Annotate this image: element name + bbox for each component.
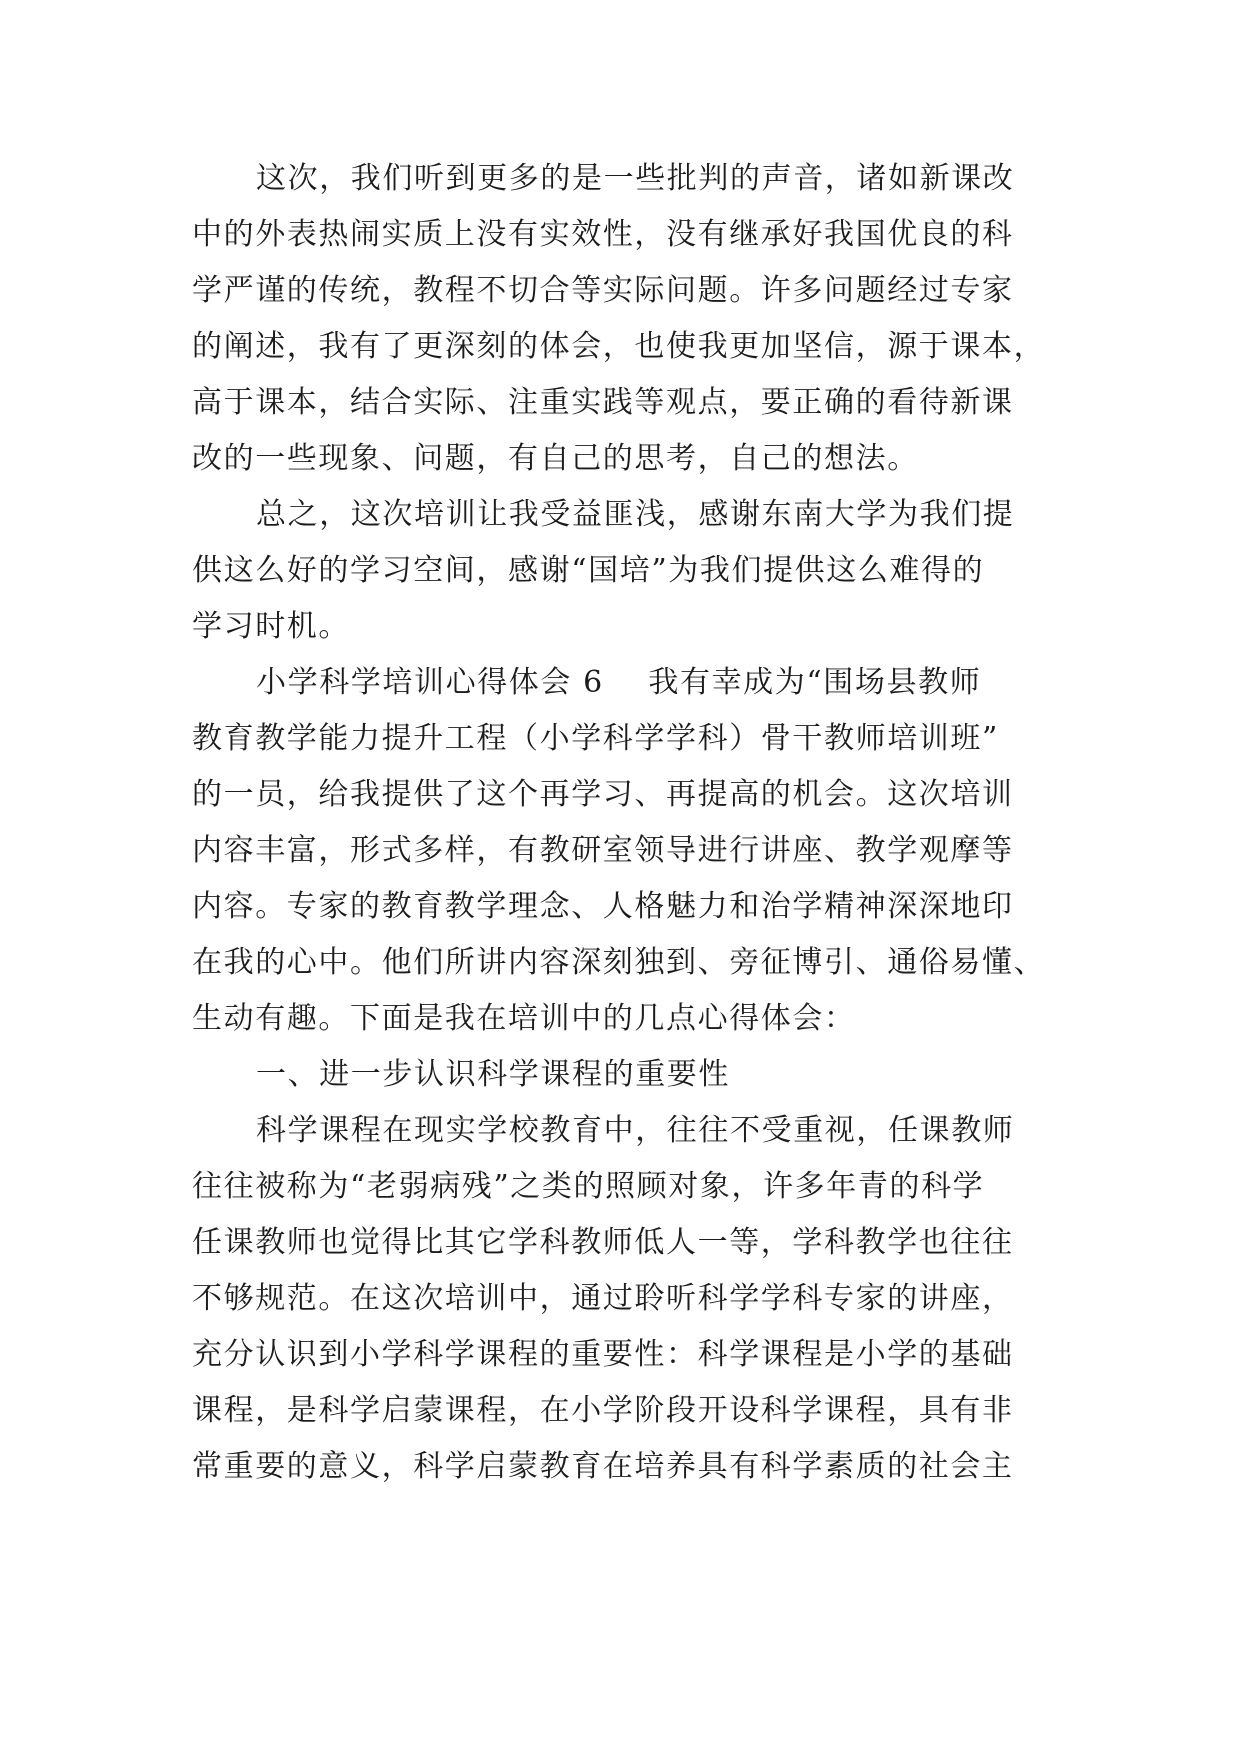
paragraph-line: 总之，这次培训让我受益匪浅，感谢东南大学为我们提 <box>256 497 1015 532</box>
paragraph-line: 这次，我们听到更多的是一些批判的声音，诸如新课改 <box>256 161 1015 196</box>
paragraph-line: 不够规范。在这次培训中，通过聆听科学学科专家的讲座， <box>192 1281 1014 1316</box>
paragraph-line: 科学课程在现实学校教育中，往往不受重视，任课教师 <box>256 1113 1015 1148</box>
paragraph-line: 在我的心中。他们所讲内容深刻独到、旁征博引、通俗易懂、 <box>192 945 1046 980</box>
paragraph-line: 的一员，给我提供了这个再学习、再提高的机会。这次培训 <box>192 777 1014 812</box>
section-title-line: 小学科学培训心得体会 6 我有幸成为“围场县教师 <box>256 665 982 700</box>
paragraph-line: 供这么好的学习空间，感谢“国培”为我们提供这么难得的 <box>192 553 985 588</box>
paragraph-line: 课程，是科学启蒙课程，在小学阶段开设科学课程，具有非 <box>192 1393 1014 1428</box>
paragraph-line: 学严谨的传统，教程不切合等实际问题。许多问题经过专家 <box>192 273 1014 308</box>
paragraph-line: 生动有趣。下面是我在培训中的几点心得体会： <box>192 1001 856 1036</box>
subheading-line: 一、进一步认识科学课程的重要性 <box>256 1057 730 1092</box>
paragraph-line: 常重要的意义，科学启蒙教育在培养具有科学素质的社会主 <box>192 1449 1014 1484</box>
paragraph-line: 改的一些现象、问题，有自己的思考，自己的想法。 <box>192 441 919 476</box>
paragraph-line: 学习时机。 <box>192 609 350 644</box>
paragraph-line: 内容。专家的教育教学理念、人格魅力和治学精神深深地印 <box>192 889 1014 924</box>
paragraph-line: 教育教学能力提升工程（小学科学学科）骨干教师培训班” <box>192 721 999 756</box>
paragraph-line: 往往被称为“老弱病残”之类的照顾对象，许多年青的科学 <box>192 1169 985 1204</box>
paragraph-line: 中的外表热闹实质上没有实效性，没有继承好我国优良的科 <box>192 217 1014 252</box>
paragraph-line: 高于课本，结合实际、注重实践等观点，要正确的看待新课 <box>192 385 1014 420</box>
paragraph-line: 的阐述，我有了更深刻的体会，也使我更加坚信，源于课本， <box>192 329 1046 364</box>
paragraph-line: 内容丰富，形式多样，有教研室领导进行讲座、教学观摩等 <box>192 833 1014 868</box>
paragraph-line: 任课教师也觉得比其它学科教师低人一等，学科教学也往往 <box>192 1225 1014 1260</box>
paragraph-line: 充分认识到小学科学课程的重要性：科学课程是小学的基础 <box>192 1337 1014 1372</box>
